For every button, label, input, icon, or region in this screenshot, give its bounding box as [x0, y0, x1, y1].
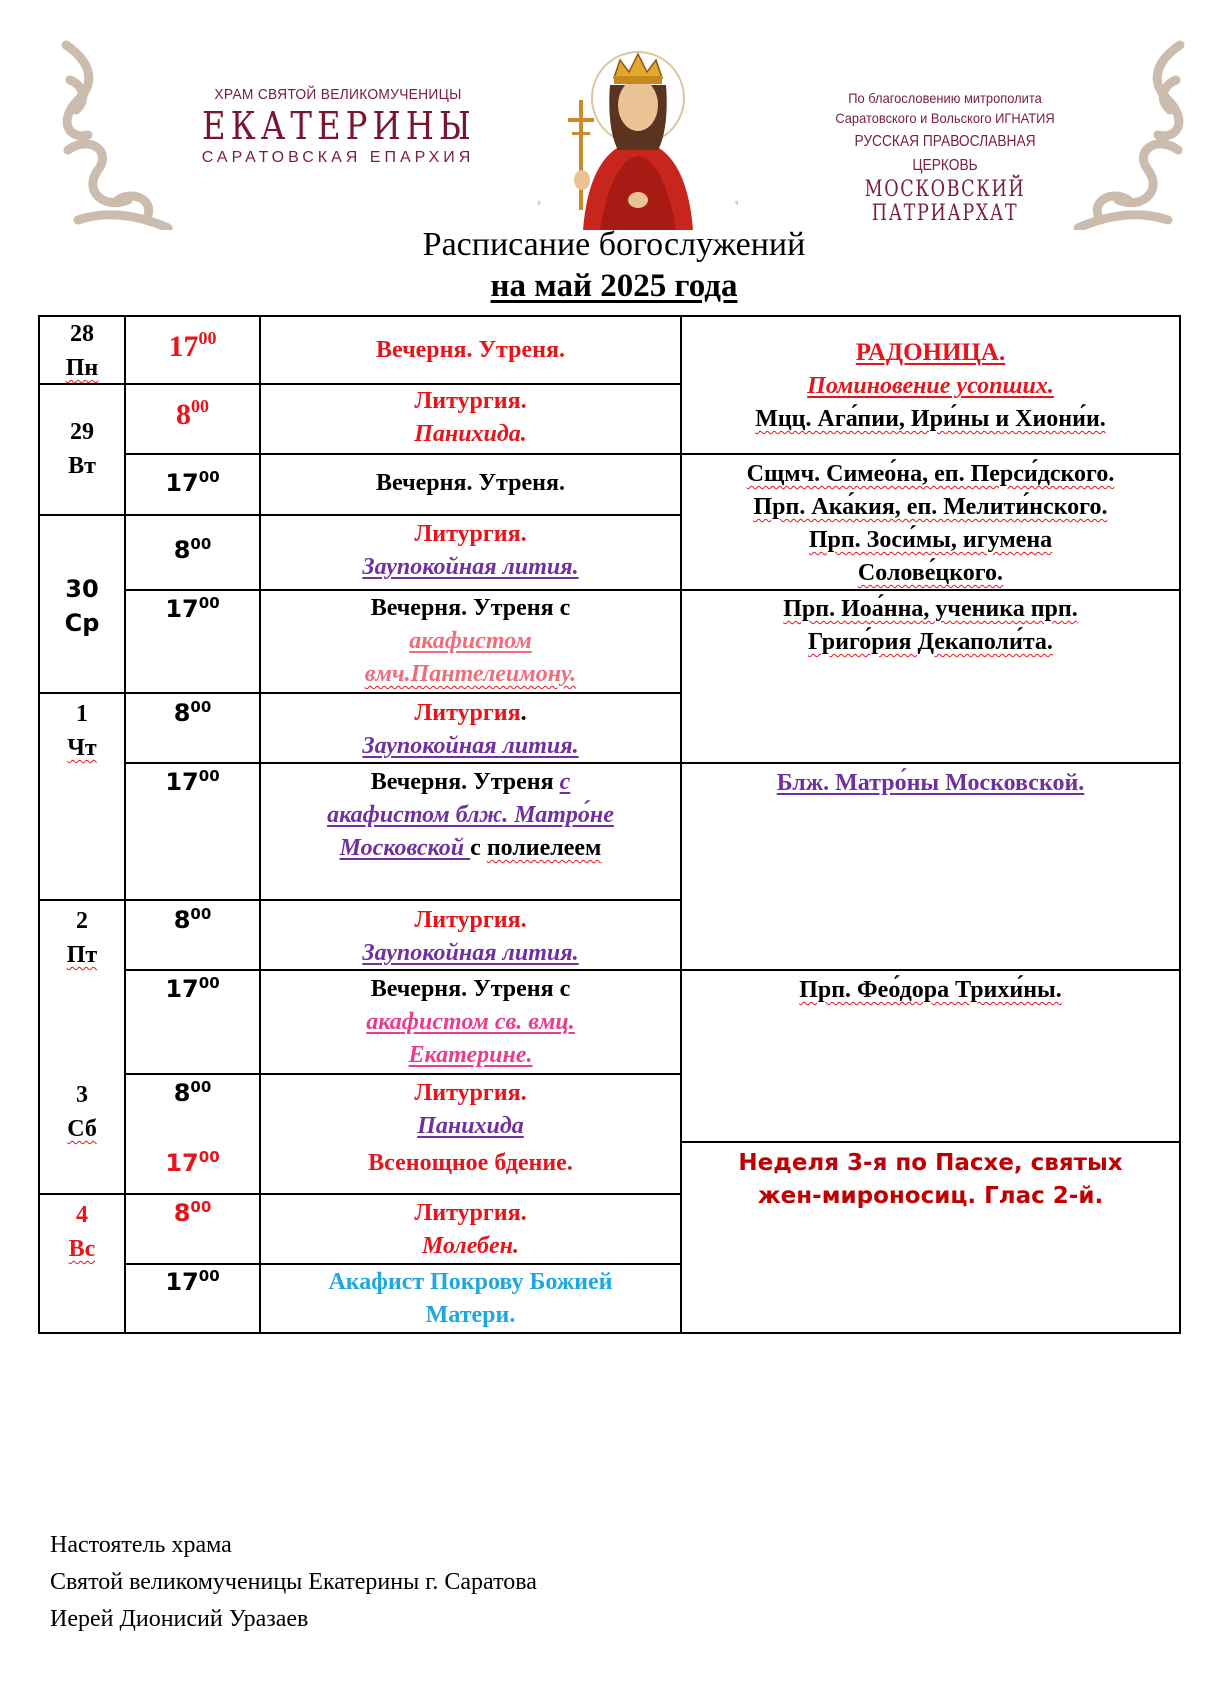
- commemoration-cell: Неделя 3-я по Пасхе, святых жен-мироносиц. Глас 2-й.: [738, 1150, 1123, 1209]
- header-banner: [58, 40, 1188, 230]
- service-cell: Литургия. Молебен.: [414, 1200, 527, 1259]
- day-number: 30: [65, 575, 99, 603]
- day-weekday: Сб: [67, 1116, 97, 1142]
- day-weekday: Чт: [67, 735, 97, 761]
- day-weekday: Вт: [68, 453, 96, 479]
- day-number: 29: [70, 419, 94, 445]
- day-number: 1: [76, 701, 88, 727]
- row-sep: [124, 1073, 682, 1075]
- table-border-right: [1179, 315, 1181, 1334]
- signature-line1: Настоятель храма: [50, 1532, 232, 1558]
- ornament-right-icon: [1038, 40, 1188, 230]
- day-weekday: Вс: [68, 1236, 96, 1262]
- day-cell: [40, 1198, 124, 1266]
- blessing-line2: Саратовского и Вольского ИГНАТИЯ: [835, 110, 1055, 126]
- row-sep: [124, 453, 682, 455]
- row-sep: [680, 969, 1181, 971]
- row-sep: [38, 899, 682, 901]
- day-number: 3: [76, 1082, 88, 1108]
- church-name-block: [178, 86, 498, 167]
- service-cell: Литургия. Панихида.: [414, 388, 527, 447]
- time-cell: $17^{00}$: [165, 594, 220, 623]
- commemoration-cell: Прп. Иоа́нна, ученика прп. Григо́рия Декаполи́та.: [783, 596, 1078, 655]
- day-cell: [40, 572, 124, 640]
- page-subtitle: [0, 268, 1228, 305]
- commemoration-cell: РАДОНИЦА. Поминовение усопших. Мцц. Ага́пии, Ири́ны и Хиони́и.: [755, 339, 1106, 432]
- service-cell: Литургия. Заупокойная лития.: [362, 521, 579, 580]
- commemoration-cell: Прп. Фео́дора Трихи́ны.: [799, 977, 1062, 1003]
- day-number: 28: [70, 321, 94, 347]
- row-sep: [124, 1263, 682, 1265]
- service-cell: Вечерня. Утреня.: [376, 470, 565, 496]
- day-number: 2: [76, 908, 88, 934]
- church-name-line3: САРАТОВСКАЯ ЕПАРХИЯ: [201, 149, 475, 166]
- row-sep: [680, 762, 1181, 764]
- time-cell: $8^{00}$: [173, 1198, 212, 1227]
- time-cell: $8^{00}$: [176, 396, 209, 431]
- row-sep: [124, 589, 682, 591]
- blessing-line1: По благословению митрополита: [848, 90, 1042, 106]
- day-weekday: Пн: [65, 355, 99, 381]
- saint-catherine-icon: [538, 40, 738, 230]
- church-line: РУССКАЯ ПРАВОСЛАВНАЯ ЦЕРКОВЬ: [854, 133, 1036, 174]
- day-cell: [40, 1078, 124, 1146]
- table-border-bottom: [38, 1332, 1181, 1334]
- signature-block: [50, 1527, 537, 1638]
- time-cell: $17^{00}$: [165, 468, 220, 497]
- church-name-line2: ЕКАТЕРИНЫ: [202, 104, 476, 148]
- time-cell: $17^{00}$: [165, 1267, 220, 1296]
- service-cell: Всенощное бдение.: [368, 1150, 573, 1176]
- time-cell: $8^{00}$: [173, 698, 212, 727]
- time-cell: $8^{00}$: [173, 535, 212, 564]
- day-cell: [40, 697, 124, 765]
- time-cell: $17^{00}$: [165, 1148, 220, 1177]
- commemoration-cell: Сщмч. Симео́на, еп. Перси́дского. Прп. Ака́кия, еп. Мелити́нского. Прп. Зоси́мы, игумена Солове́цкого.: [746, 461, 1115, 586]
- service-cell: Вечерня. Утреня с акафистом св. вмц. Екатерине.: [366, 976, 575, 1068]
- service-cell: Вечерня. Утреня.: [376, 337, 565, 363]
- month-label: на май 2025 года: [490, 268, 738, 304]
- table-border-top: [38, 315, 1181, 317]
- time-cell: $17^{00}$: [165, 974, 220, 1003]
- time-cell: $8^{00}$: [173, 1078, 212, 1107]
- patriarchate-line: МОСКОВСКИЙ ПАТРИАРХАТ: [864, 177, 1026, 226]
- service-cell: Литургия. Заупокойная лития.: [362, 700, 579, 759]
- page-title: Расписание богослужений: [422, 226, 806, 263]
- church-name-line1: ХРАМ СВЯТОЙ ВЕЛИКОМУЧЕНИЦЫ: [214, 86, 462, 103]
- day-weekday: Пт: [66, 942, 98, 968]
- time-cell: $17^{00}$: [165, 767, 220, 796]
- service-cell: Акафист Покрову Божией Матери.: [328, 1269, 613, 1328]
- service-cell: Литургия. Панихида: [414, 1080, 527, 1139]
- service-cell: Вечерня. Утреня с акафистом вмч.Пантелеимону.: [364, 595, 577, 687]
- commemoration-cell: Блж. Матро́ны Московской.: [776, 770, 1085, 796]
- day-cell: [40, 317, 124, 385]
- day-weekday: Ср: [64, 609, 100, 637]
- time-cell: $8^{00}$: [173, 905, 212, 934]
- row-sep: [680, 453, 1181, 455]
- row-sep: [38, 514, 682, 516]
- row-sep: [680, 1141, 1181, 1143]
- row-sep: [38, 692, 682, 694]
- signature-line2: Святой великомученицы Екатерины г. Саратова: [50, 1569, 537, 1595]
- service-cell: Литургия. Заупокойная лития.: [362, 907, 579, 966]
- row-sep: [38, 1193, 682, 1195]
- service-cell: Вечерня. Утреня с акафистом блж. Матро́не Московской с полиелеем: [327, 769, 614, 861]
- day-number: 4: [76, 1202, 88, 1228]
- signature-line3: Иерей Дионисий Уразаев: [50, 1606, 309, 1632]
- day-cell: [40, 415, 124, 483]
- day-cell: [40, 904, 124, 972]
- time-cell: $17^{00}$: [168, 328, 217, 363]
